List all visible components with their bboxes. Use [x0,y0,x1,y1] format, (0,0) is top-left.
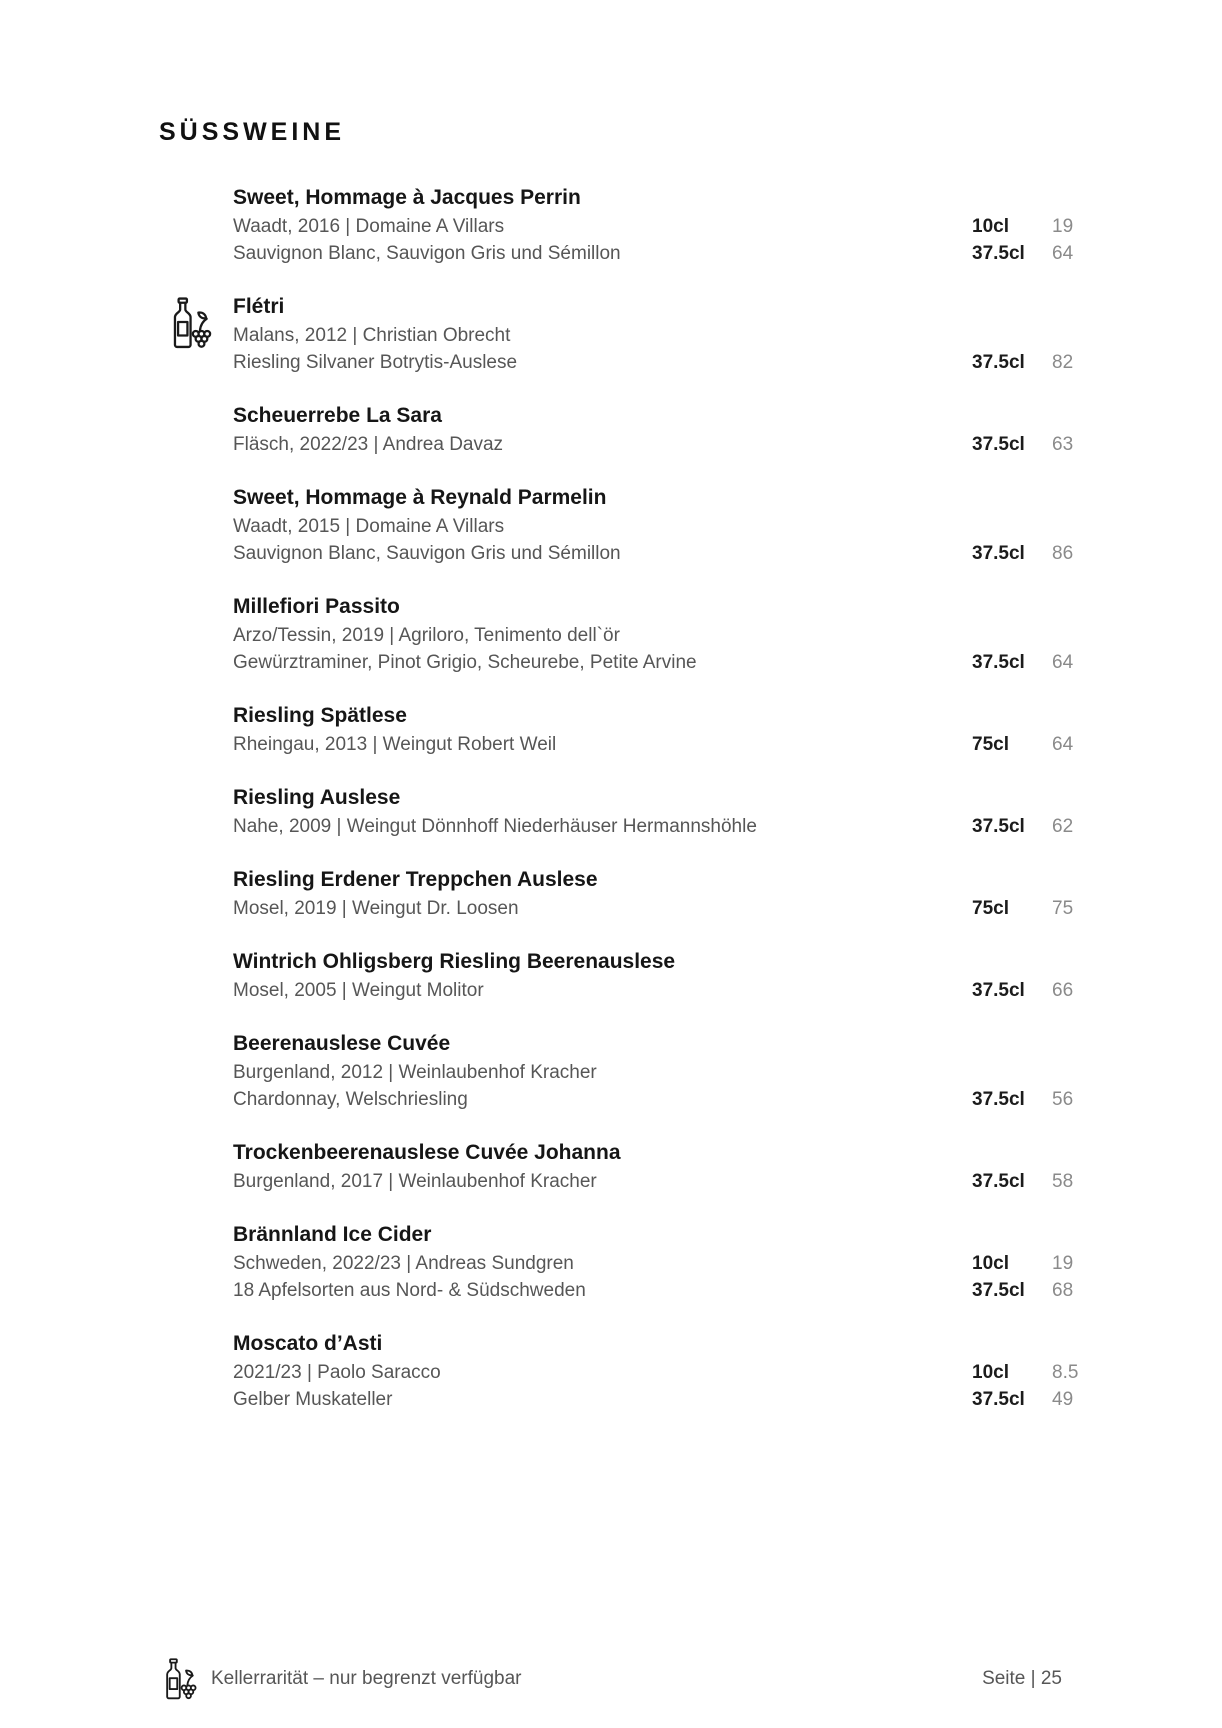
wine-detail-row [233,240,1098,267]
price: 56 [1052,1089,1074,1110]
wine-name: Beerenauslese Cuvée [233,1032,451,1055]
wine-name: Moscato d’Asti [233,1332,383,1355]
wine-detail-text: Chardonnay, Welschriesling [233,1089,468,1110]
wine-detail-row [233,431,1098,458]
wine-detail-row [233,540,1098,567]
wine-entry-body [233,593,1098,676]
price: 64 [1052,734,1074,755]
wine-detail-text: Nahe, 2009 | Weingut Dönnhoff Niederhäuser Hermannshöhle [233,816,757,837]
wine-entry [233,1330,1098,1413]
price: 62 [1052,816,1074,837]
wine-entry [233,702,1098,758]
serving-size: 37.5cl [972,1280,1025,1301]
wine-name: Scheuerrebe La Sara [233,404,442,427]
wine-entry [233,1139,1098,1195]
wine-detail-row [233,1277,1098,1304]
cellar-rarity-icon [160,1658,197,1700]
wine-entry-body [233,784,1098,840]
serving-size: 37.5cl [972,1389,1025,1410]
wine-detail-row [233,649,1098,676]
price: 68 [1052,1280,1074,1301]
rarity-legend-text: Kellerrarität – nur begrenzt verfügbar [211,1668,522,1689]
wine-name: Sweet, Hommage à Jacques Perrin [233,186,581,209]
wine-detail-row [233,977,1098,1004]
serving-size: 10cl [972,1253,1009,1274]
wine-name: Riesling Auslese [233,786,401,809]
serving-size: 10cl [972,1362,1009,1383]
wine-detail-row [233,513,1098,540]
wine-detail-row [233,1059,1098,1086]
wine-detail-row [233,1086,1098,1113]
wine-detail-text: Malans, 2012 | Christian Obrecht [233,325,511,346]
wine-entry-body [233,1139,1098,1195]
wine-detail-row [233,349,1098,376]
wine-detail-row [233,1359,1098,1386]
price: 64 [1052,652,1074,673]
wine-detail-text: Waadt, 2015 | Domaine A Villars [233,516,505,537]
wine-detail-text: Mosel, 2005 | Weingut Molitor [233,980,484,1001]
price: 86 [1052,543,1074,564]
wine-detail-row [233,813,1098,840]
wine-entry [233,293,1098,376]
wine-detail-text: Gewürztraminer, Pinot Grigio, Scheurebe, Petite Arvine [233,652,697,673]
serving-size: 75cl [972,734,1009,755]
serving-size: 37.5cl [972,243,1025,264]
price: 63 [1052,434,1074,455]
wine-entry-body [233,402,1098,458]
page-title: SÜSSWEINE [159,117,346,146]
wine-entry [233,1030,1098,1113]
wine-detail-text: Fläsch, 2022/23 | Andrea Davaz [233,434,504,455]
serving-size: 10cl [972,216,1009,237]
price: 66 [1052,980,1074,1001]
serving-size: 37.5cl [972,652,1025,673]
wine-detail-row [233,213,1098,240]
price: 64 [1052,243,1074,264]
wine-entry [233,402,1098,458]
price: 75 [1052,898,1074,919]
wine-detail-text: Burgenland, 2017 | Weinlaubenhof Kracher [233,1171,597,1192]
wine-entry-body [233,866,1098,922]
wine-entry-body [233,1330,1098,1413]
wine-detail-text: Waadt, 2016 | Domaine A Villars [233,216,505,237]
wine-entry-body [233,484,1098,567]
wine-name: Riesling Spätlese [233,704,407,727]
wine-detail-text: Gelber Muskateller [233,1389,393,1410]
wine-detail-row [233,1386,1098,1413]
wine-name: Trockenbeerenauslese Cuvée Johanna [233,1141,621,1164]
wine-detail-row [233,322,1098,349]
serving-size: 37.5cl [972,1089,1025,1110]
wine-detail-row [233,895,1098,922]
wine-detail-text: Riesling Silvaner Botrytis-Auslese [233,352,518,373]
serving-size: 37.5cl [972,352,1025,373]
wine-entry [233,866,1098,922]
wine-detail-row [233,622,1098,649]
page-footer [160,1658,1062,1700]
wine-name: Flétri [233,295,285,318]
wine-entry-body [233,702,1098,758]
wine-entry [233,1221,1098,1304]
wine-detail-text: Sauvignon Blanc, Sauvigon Gris und Sémillon [233,543,621,564]
wine-detail-text: Schweden, 2022/23 | Andreas Sundgren [233,1253,574,1274]
wine-entry-body [233,184,1098,267]
rarity-legend [160,1658,522,1700]
price: 82 [1052,352,1074,373]
wine-detail-text: Mosel, 2019 | Weingut Dr. Loosen [233,898,519,919]
wine-entry [233,948,1098,1004]
wine-detail-row [233,1250,1098,1277]
wine-detail-row [233,731,1098,758]
wine-detail-text: 2021/23 | Paolo Saracco [233,1362,441,1383]
price: 19 [1052,216,1074,237]
price: 49 [1052,1389,1074,1410]
serving-size: 37.5cl [972,543,1025,564]
wine-entry [233,784,1098,840]
serving-size: 75cl [972,898,1009,919]
wine-entry-body [233,293,1098,376]
wine-entry [233,593,1098,676]
wine-detail-text: Burgenland, 2012 | Weinlaubenhof Kracher [233,1062,597,1083]
wine-entry [233,484,1098,567]
wine-entry [233,184,1098,267]
wine-entry-body [233,948,1098,1004]
wine-detail-text: Sauvignon Blanc, Sauvigon Gris und Sémillon [233,243,621,264]
wine-entry-body [233,1030,1098,1113]
serving-size: 37.5cl [972,980,1025,1001]
wine-name: Wintrich Ohligsberg Riesling Beerenauslese [233,950,676,973]
cellar-rarity-icon [166,297,212,349]
serving-size: 37.5cl [972,434,1025,455]
wine-detail-row [233,1168,1098,1195]
wine-name: Sweet, Hommage à Reynald Parmelin [233,486,607,509]
wine-detail-text: Arzo/Tessin, 2019 | Agriloro, Tenimento dell`ör [233,625,620,646]
serving-size: 37.5cl [972,1171,1025,1192]
serving-size: 37.5cl [972,816,1025,837]
wine-name: Riesling Erdener Treppchen Auslese [233,868,598,891]
wine-entry-body [233,1221,1098,1304]
wine-list [233,184,1098,1439]
page-number: Seite | 25 [982,1668,1062,1689]
wine-detail-text: 18 Apfelsorten aus Nord- & Südschweden [233,1280,586,1301]
wine-name: Brännland Ice Cider [233,1223,432,1246]
wine-detail-text: Rheingau, 2013 | Weingut Robert Weil [233,734,557,755]
price: 19 [1052,1253,1074,1274]
price: 58 [1052,1171,1074,1192]
wine-name: Millefiori Passito [233,595,400,618]
price: 8.5 [1052,1362,1079,1383]
